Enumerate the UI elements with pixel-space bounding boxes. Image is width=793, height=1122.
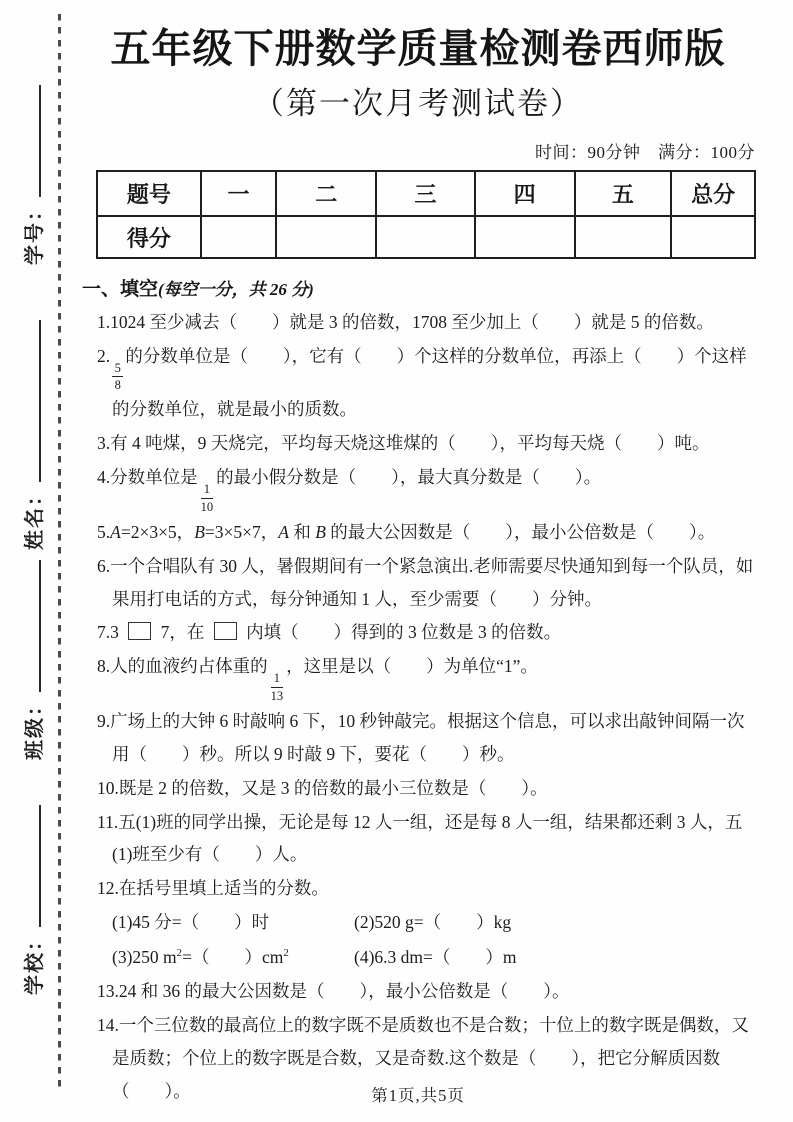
question-number: 3. <box>97 433 111 454</box>
sidebar-field-label: 学号： <box>24 199 46 265</box>
section-title: 一、填空 <box>82 279 159 301</box>
question-3: 3.有 4 吨煤，9 天烧完，平均每天烧这堆煤的（ ），平均每天烧（ ）吨。 <box>97 433 710 454</box>
math-variable: B <box>315 521 326 542</box>
page-title: 五年级下册数学质量检测卷西师版 <box>110 26 726 71</box>
score-label-cell: 得分 <box>97 216 201 258</box>
math-variable: A <box>110 521 121 542</box>
score-table-header-cell: 题号 <box>97 171 201 216</box>
sub-item: (1)45 分=（ ）时 <box>112 912 270 933</box>
score-table-score-row <box>97 216 755 258</box>
question-number: 9. <box>97 710 111 731</box>
sidebar-field-school <box>15 805 45 995</box>
sidebar-field-label: 姓名： <box>24 484 46 550</box>
score-table-header-cell: 二 <box>276 171 376 216</box>
question-9: 9.广场上的大钟 6 时敲响 6 下，10 秒钟敲完。根据这个信息，可以求出敲钟间隔一次用（ ）秒。所以 9 时敲 9 下，要花（ ）秒。 <box>97 710 745 764</box>
sub-item: (3)250 $m^2=$（ ）$cm^2$ <box>112 947 289 968</box>
fraction-denominator: 13 <box>270 688 284 703</box>
question-11: 11.五(1)班的同学出操，无论是每 12 人一组，还是每 8 人一组，结果都还剩 3 人，五(1)班至少有（ ）人。 <box>97 811 743 865</box>
superscript: 2 <box>176 947 183 960</box>
question-number: 7. <box>97 622 111 643</box>
fill-box <box>128 622 151 640</box>
score-table-header-cell: 五 <box>575 171 672 216</box>
question-number: 4. <box>97 467 111 488</box>
sidebar-field-name <box>15 320 45 550</box>
score-table <box>96 170 756 259</box>
question-number: 2. <box>97 345 111 366</box>
question-2: 2. $\frac{5}{8}$ 的分数单位是（ ），它有（ ）个这样的分数单位，再添上（ ）个这样的分数单位，就是最小的质数。 <box>97 345 747 420</box>
question-10: 10.既是 2 的倍数，又是 3 的倍数的最小三位数是（ ）。 <box>97 777 548 798</box>
question-14: 14.一个三位数的最高位上的数字既不是质数也不是合数；十位上的数字既是偶数，又是质数；个位上的数字既是合数，又是奇数.这个数是（ ），把它分解质因数（ ）。 <box>97 1014 749 1101</box>
score-table-header-cell: 三 <box>376 171 475 216</box>
question-number: 12. <box>97 878 119 899</box>
fill-box <box>214 622 237 640</box>
fraction <box>200 481 215 515</box>
score-table-header-cell: 一 <box>201 171 277 216</box>
exam-meta: 时间：90分钟 满分：100分 <box>535 143 755 163</box>
score-table-header-cell: 四 <box>475 171 575 216</box>
sidebar-field-class <box>15 560 45 760</box>
score-value-cell <box>376 216 475 258</box>
sidebar-field-blank-line <box>32 320 41 482</box>
fraction-denominator: 8 <box>114 378 121 393</box>
question-1: 1.1024 至少减去（ ）就是 3 的倍数，1708 至少加上（ ）就是 5 的倍数。 <box>97 312 714 333</box>
question-4: 4.分数单位是 $\frac{1}{10}$ 的最小假分数是（ ），最大真分数是（ ）。 <box>97 467 602 514</box>
sidebar-field-blank-line <box>32 85 41 197</box>
question-number: 10. <box>97 777 119 798</box>
sub-item: (4)6.3 dm=（ ）m <box>354 947 517 968</box>
question-13: 13.24 和 36 的最大公因数是（ ），最小公倍数是（ ）。 <box>97 980 570 1001</box>
fraction <box>112 360 123 394</box>
question-number: 11. <box>97 811 119 832</box>
question-6: 6.一个合唱队有 30 人，暑假期间有一个紧急演出.老师需要尽快通知到每一个队员，如果用打电话的方式，每分钟通知 1 人，至少需要（ ）分钟。 <box>97 555 754 609</box>
score-table-header-cell: 总分 <box>671 171 755 216</box>
fraction-denominator: 10 <box>200 499 214 514</box>
fraction-numerator: 5 <box>112 360 123 377</box>
score-value-cell <box>201 216 277 258</box>
section-note: (每空一分，共 26 分) <box>158 280 314 300</box>
score-value-cell <box>475 216 575 258</box>
score-value-cell <box>575 216 672 258</box>
superscript: 2 <box>283 947 289 960</box>
question-8: 8.人的血液约占体重的 $\frac{1}{13}$ ，这里是以（ ）为单位“1”。 <box>97 656 538 703</box>
question-number: 14. <box>97 1014 119 1035</box>
math-variable: A <box>278 521 289 542</box>
sidebar-field-label: 学校： <box>24 929 46 995</box>
score-value-cell <box>671 216 755 258</box>
sub-item: (2)520 g=（ ）kg <box>354 912 512 933</box>
page-number: 第1页,共5页 <box>371 1086 465 1105</box>
sidebar-field-student-id <box>15 85 45 265</box>
question-number: 1. <box>97 312 111 333</box>
question-subitems <box>97 906 756 974</box>
question-number: 5. <box>97 521 111 542</box>
sidebar-field-blank-line <box>32 560 41 692</box>
fraction-numerator: 1 <box>271 670 282 687</box>
question-number: 8. <box>97 656 111 677</box>
question-number: 6. <box>97 555 111 576</box>
question-list <box>97 306 756 1107</box>
sidebar-field-label: 班级： <box>24 694 46 760</box>
math-variable: B <box>194 521 205 542</box>
fraction <box>270 670 285 704</box>
page-subtitle: （第一次月考测试卷） <box>253 86 583 121</box>
binding-dashed-line <box>58 14 61 1092</box>
exam-main-content <box>80 0 756 1109</box>
question-5: 5.A=2×3×5，B=3×5×7，A 和 B 的最大公因数是（ ），最小公倍数是（ ）。 <box>97 521 716 542</box>
sidebar-field-blank-line <box>32 805 41 927</box>
score-value-cell <box>276 216 376 258</box>
question-7: 7.3 7，在 内填（ ）得到的 3 位数是 3 的倍数。 <box>97 622 562 643</box>
fraction-numerator: 1 <box>201 481 212 498</box>
question-12: 12.在括号里填上适当的分数。 <box>97 878 329 899</box>
section-heading <box>82 274 756 301</box>
score-table-header-row <box>97 171 755 216</box>
question-number: 13. <box>97 980 119 1001</box>
